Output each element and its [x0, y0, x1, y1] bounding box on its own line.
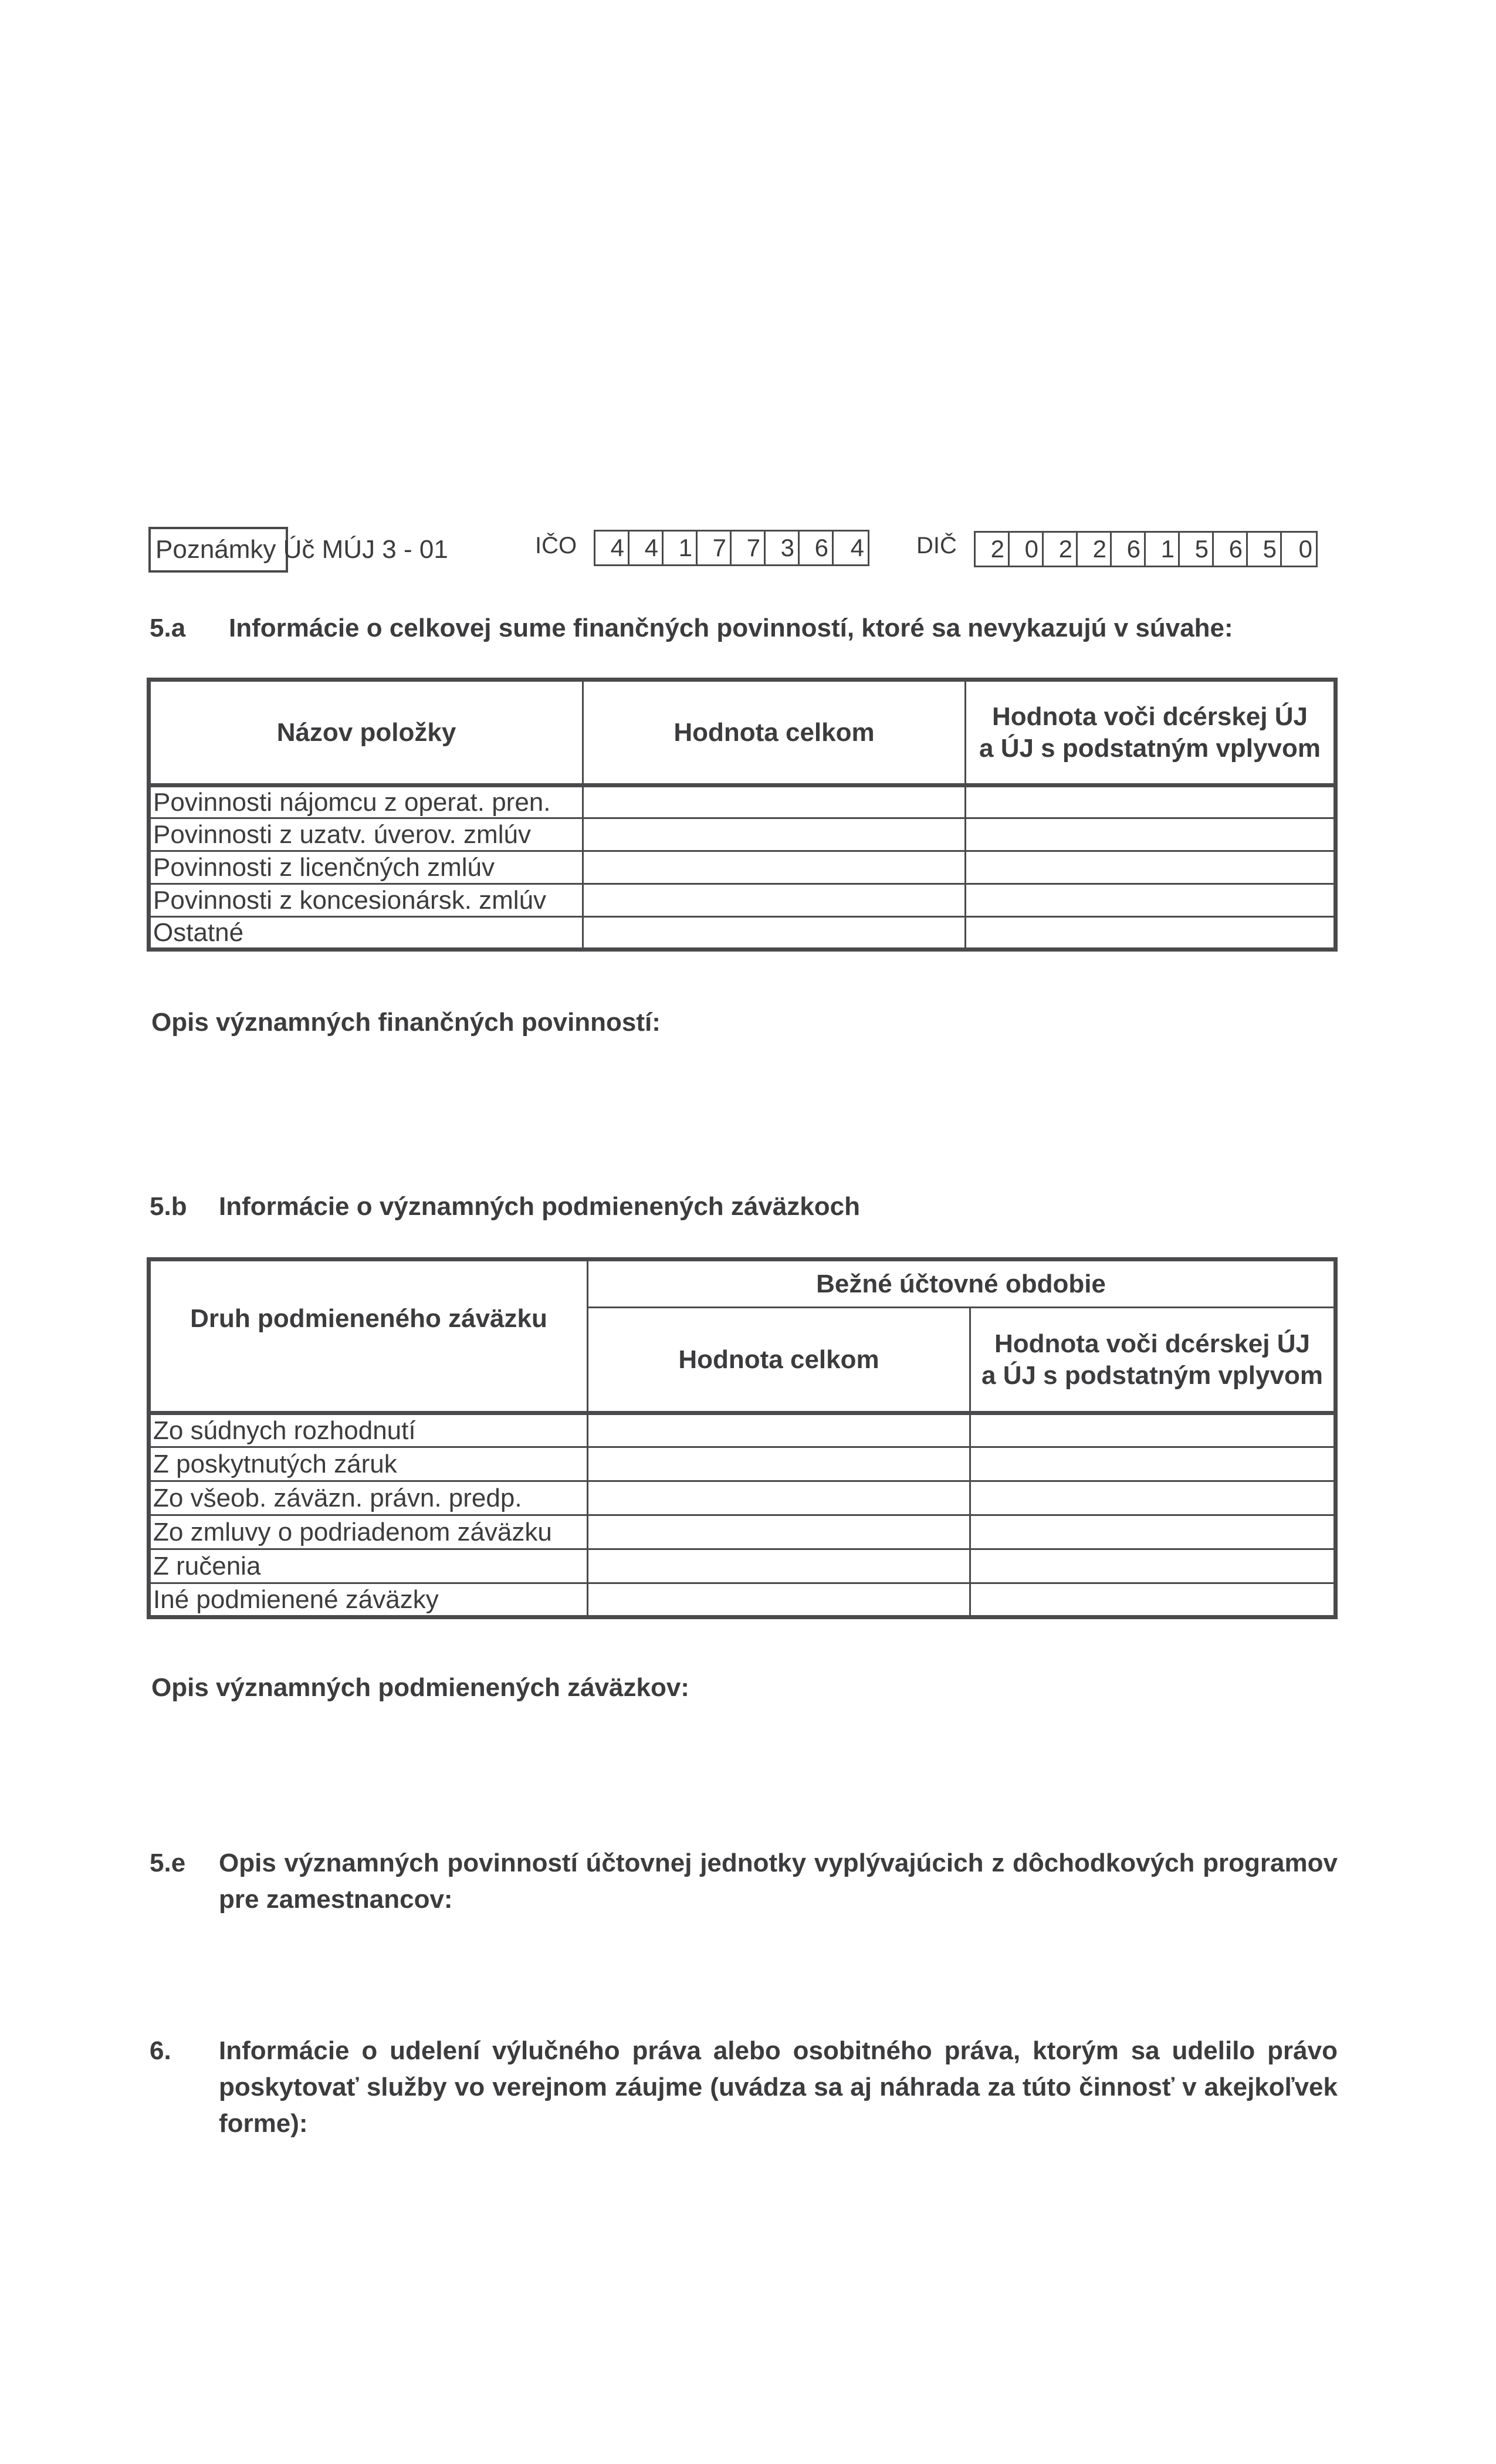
- dic-digit: 2: [976, 533, 1010, 566]
- subsidiary-value-cell[interactable]: [966, 851, 1336, 884]
- form-code-box: [148, 527, 448, 573]
- contingent-liabilities-table: [147, 1257, 1338, 1619]
- dic-digit-boxes: [974, 531, 1318, 567]
- table-row: [149, 1481, 1336, 1515]
- ico-digit-boxes: [594, 530, 869, 566]
- table-group-header-row: [149, 1260, 1336, 1308]
- subsidiary-value-cell[interactable]: [966, 818, 1336, 851]
- section-6-text: Informácie o udelení výlučného práva alebo osobitného práva, ktorým sa udelilo právo poskytovať služby vo verejnom záujme (uvádza sa aj náhrada za túto činnosť v akejkoľvek forme):: [219, 2036, 1338, 2138]
- subsidiary-value-cell[interactable]: [970, 1549, 1336, 1583]
- row-label: Z ručenia: [149, 1549, 588, 1583]
- ico-digit: 4: [629, 532, 664, 564]
- row-label: Povinnosti nájomcu z operat. pren.: [149, 786, 583, 818]
- ico-digit: 4: [850, 534, 864, 561]
- table-row: [149, 786, 1336, 818]
- total-value-cell[interactable]: [583, 786, 966, 818]
- ico-digit: 7: [698, 532, 732, 564]
- row-label: Iné podmienené záväzky: [149, 1583, 588, 1617]
- total-value-cell[interactable]: [588, 1515, 970, 1549]
- table-row: [149, 1515, 1336, 1549]
- dic-digit: 2: [1044, 533, 1078, 566]
- column-header-subsidiary: [966, 680, 1336, 786]
- section-5a-title: Informácie o celkovej sume finančných povinností, ktoré sa nevykazujú v súvahe:: [229, 614, 1233, 642]
- column-header-subsidiary: [970, 1308, 1336, 1413]
- column-group-header-current-period: Bežné účtovné obdobie: [588, 1260, 1336, 1308]
- section-5b-number: 5.b: [150, 1192, 187, 1221]
- total-value-cell[interactable]: [583, 917, 966, 950]
- subsidiary-value-cell[interactable]: [966, 884, 1336, 917]
- row-label: Ostatné: [149, 917, 583, 950]
- column-header-total: Hodnota celkom: [583, 680, 966, 786]
- column-header-item-name: Názov položky: [149, 680, 583, 786]
- section-5e-number: 5.e: [150, 1849, 186, 1877]
- section-5e-text: Opis významných povinností účtovnej jednotky vyplývajúcich z dôchodkových programov pre zamestnancov:: [219, 1849, 1338, 1914]
- row-label: Zo súdnych rozhodnutí: [149, 1413, 588, 1447]
- table-row: [149, 1549, 1336, 1583]
- table-row: [149, 1447, 1336, 1481]
- row-label: Povinnosti z licenčných zmlúv: [149, 851, 583, 884]
- total-value-cell[interactable]: [583, 884, 966, 917]
- column-header-subsidiary-line2: a ÚJ s podstatným vplyvom: [979, 733, 1321, 763]
- ico-digit: 1: [664, 532, 698, 564]
- table-row: [149, 917, 1336, 950]
- column-header-liability-type: Druh podmieneného záväzku: [149, 1260, 588, 1413]
- dic-digit: 6: [1214, 533, 1248, 566]
- subsidiary-value-cell[interactable]: [970, 1447, 1336, 1481]
- dic-digit: 1: [1146, 533, 1180, 566]
- total-value-cell[interactable]: [588, 1481, 970, 1515]
- section-6-number: 6.: [150, 2036, 171, 2065]
- contingent-liabilities-description-label: Opis významných podmienených záväzkov:: [151, 1673, 689, 1702]
- subsidiary-value-cell[interactable]: [970, 1413, 1336, 1447]
- total-value-cell[interactable]: [588, 1413, 970, 1447]
- section-5a-number: 5.a: [150, 614, 186, 642]
- column-header-total: Hodnota celkom: [588, 1308, 970, 1413]
- section-5b-heading: [150, 1192, 860, 1221]
- table-row: [149, 851, 1336, 884]
- financial-obligations-table: [147, 678, 1338, 952]
- subsidiary-value-cell[interactable]: [970, 1515, 1336, 1549]
- dic-digit: 0: [1298, 535, 1312, 563]
- dic-digit: 5: [1248, 533, 1282, 566]
- table-row: [149, 818, 1336, 851]
- section-6: [150, 2033, 1338, 2142]
- table-row: [149, 1413, 1336, 1447]
- column-header-subsidiary-line1: Hodnota voči dcérskej ÚJ: [994, 1329, 1310, 1358]
- section-5e: [150, 1845, 1338, 1918]
- column-header-subsidiary-line2: a ÚJ s podstatným vplyvom: [981, 1360, 1323, 1390]
- dic-digit: 0: [1010, 533, 1044, 566]
- row-label: Zo všeob. záväzn. právn. predp.: [149, 1481, 588, 1515]
- dic-digit: 2: [1078, 533, 1112, 566]
- total-value-cell[interactable]: [583, 818, 966, 851]
- ico-digit: 3: [766, 532, 800, 564]
- total-value-cell[interactable]: [583, 851, 966, 884]
- total-value-cell[interactable]: [588, 1583, 970, 1617]
- section-5b-title: Informácie o významných podmienených záväzkoch: [219, 1192, 860, 1221]
- ico-label: IČO: [535, 533, 577, 559]
- dic-label: DIČ: [916, 533, 957, 559]
- column-header-subsidiary-line1: Hodnota voči dcérskej ÚJ: [992, 702, 1308, 731]
- table-row: [149, 1583, 1336, 1617]
- form-code-label: Poznámky Úč MÚJ 3 - 01: [155, 535, 448, 564]
- row-label: Povinnosti z uzatv. úverov. zmlúv: [149, 818, 583, 851]
- table-row: [149, 884, 1336, 917]
- ico-digit: 6: [800, 532, 834, 564]
- subsidiary-value-cell[interactable]: [970, 1583, 1336, 1617]
- subsidiary-value-cell[interactable]: [966, 917, 1336, 950]
- table-header-row: [149, 680, 1336, 786]
- row-label: Povinnosti z koncesionársk. zmlúv: [149, 884, 583, 917]
- subsidiary-value-cell[interactable]: [966, 786, 1336, 818]
- row-label: Z poskytnutých záruk: [149, 1447, 588, 1481]
- ico-digit: 7: [732, 532, 766, 564]
- dic-digit: 6: [1112, 533, 1146, 566]
- total-value-cell[interactable]: [588, 1549, 970, 1583]
- section-5a-heading: [150, 614, 1233, 643]
- ico-digit: 4: [595, 532, 629, 564]
- dic-digit: 5: [1180, 533, 1214, 566]
- subsidiary-value-cell[interactable]: [970, 1481, 1336, 1515]
- row-label: Zo zmluvy o podriadenom záväzku: [149, 1515, 588, 1549]
- financial-obligations-description-label: Opis významných finančných povinností:: [151, 1008, 661, 1037]
- total-value-cell[interactable]: [588, 1447, 970, 1481]
